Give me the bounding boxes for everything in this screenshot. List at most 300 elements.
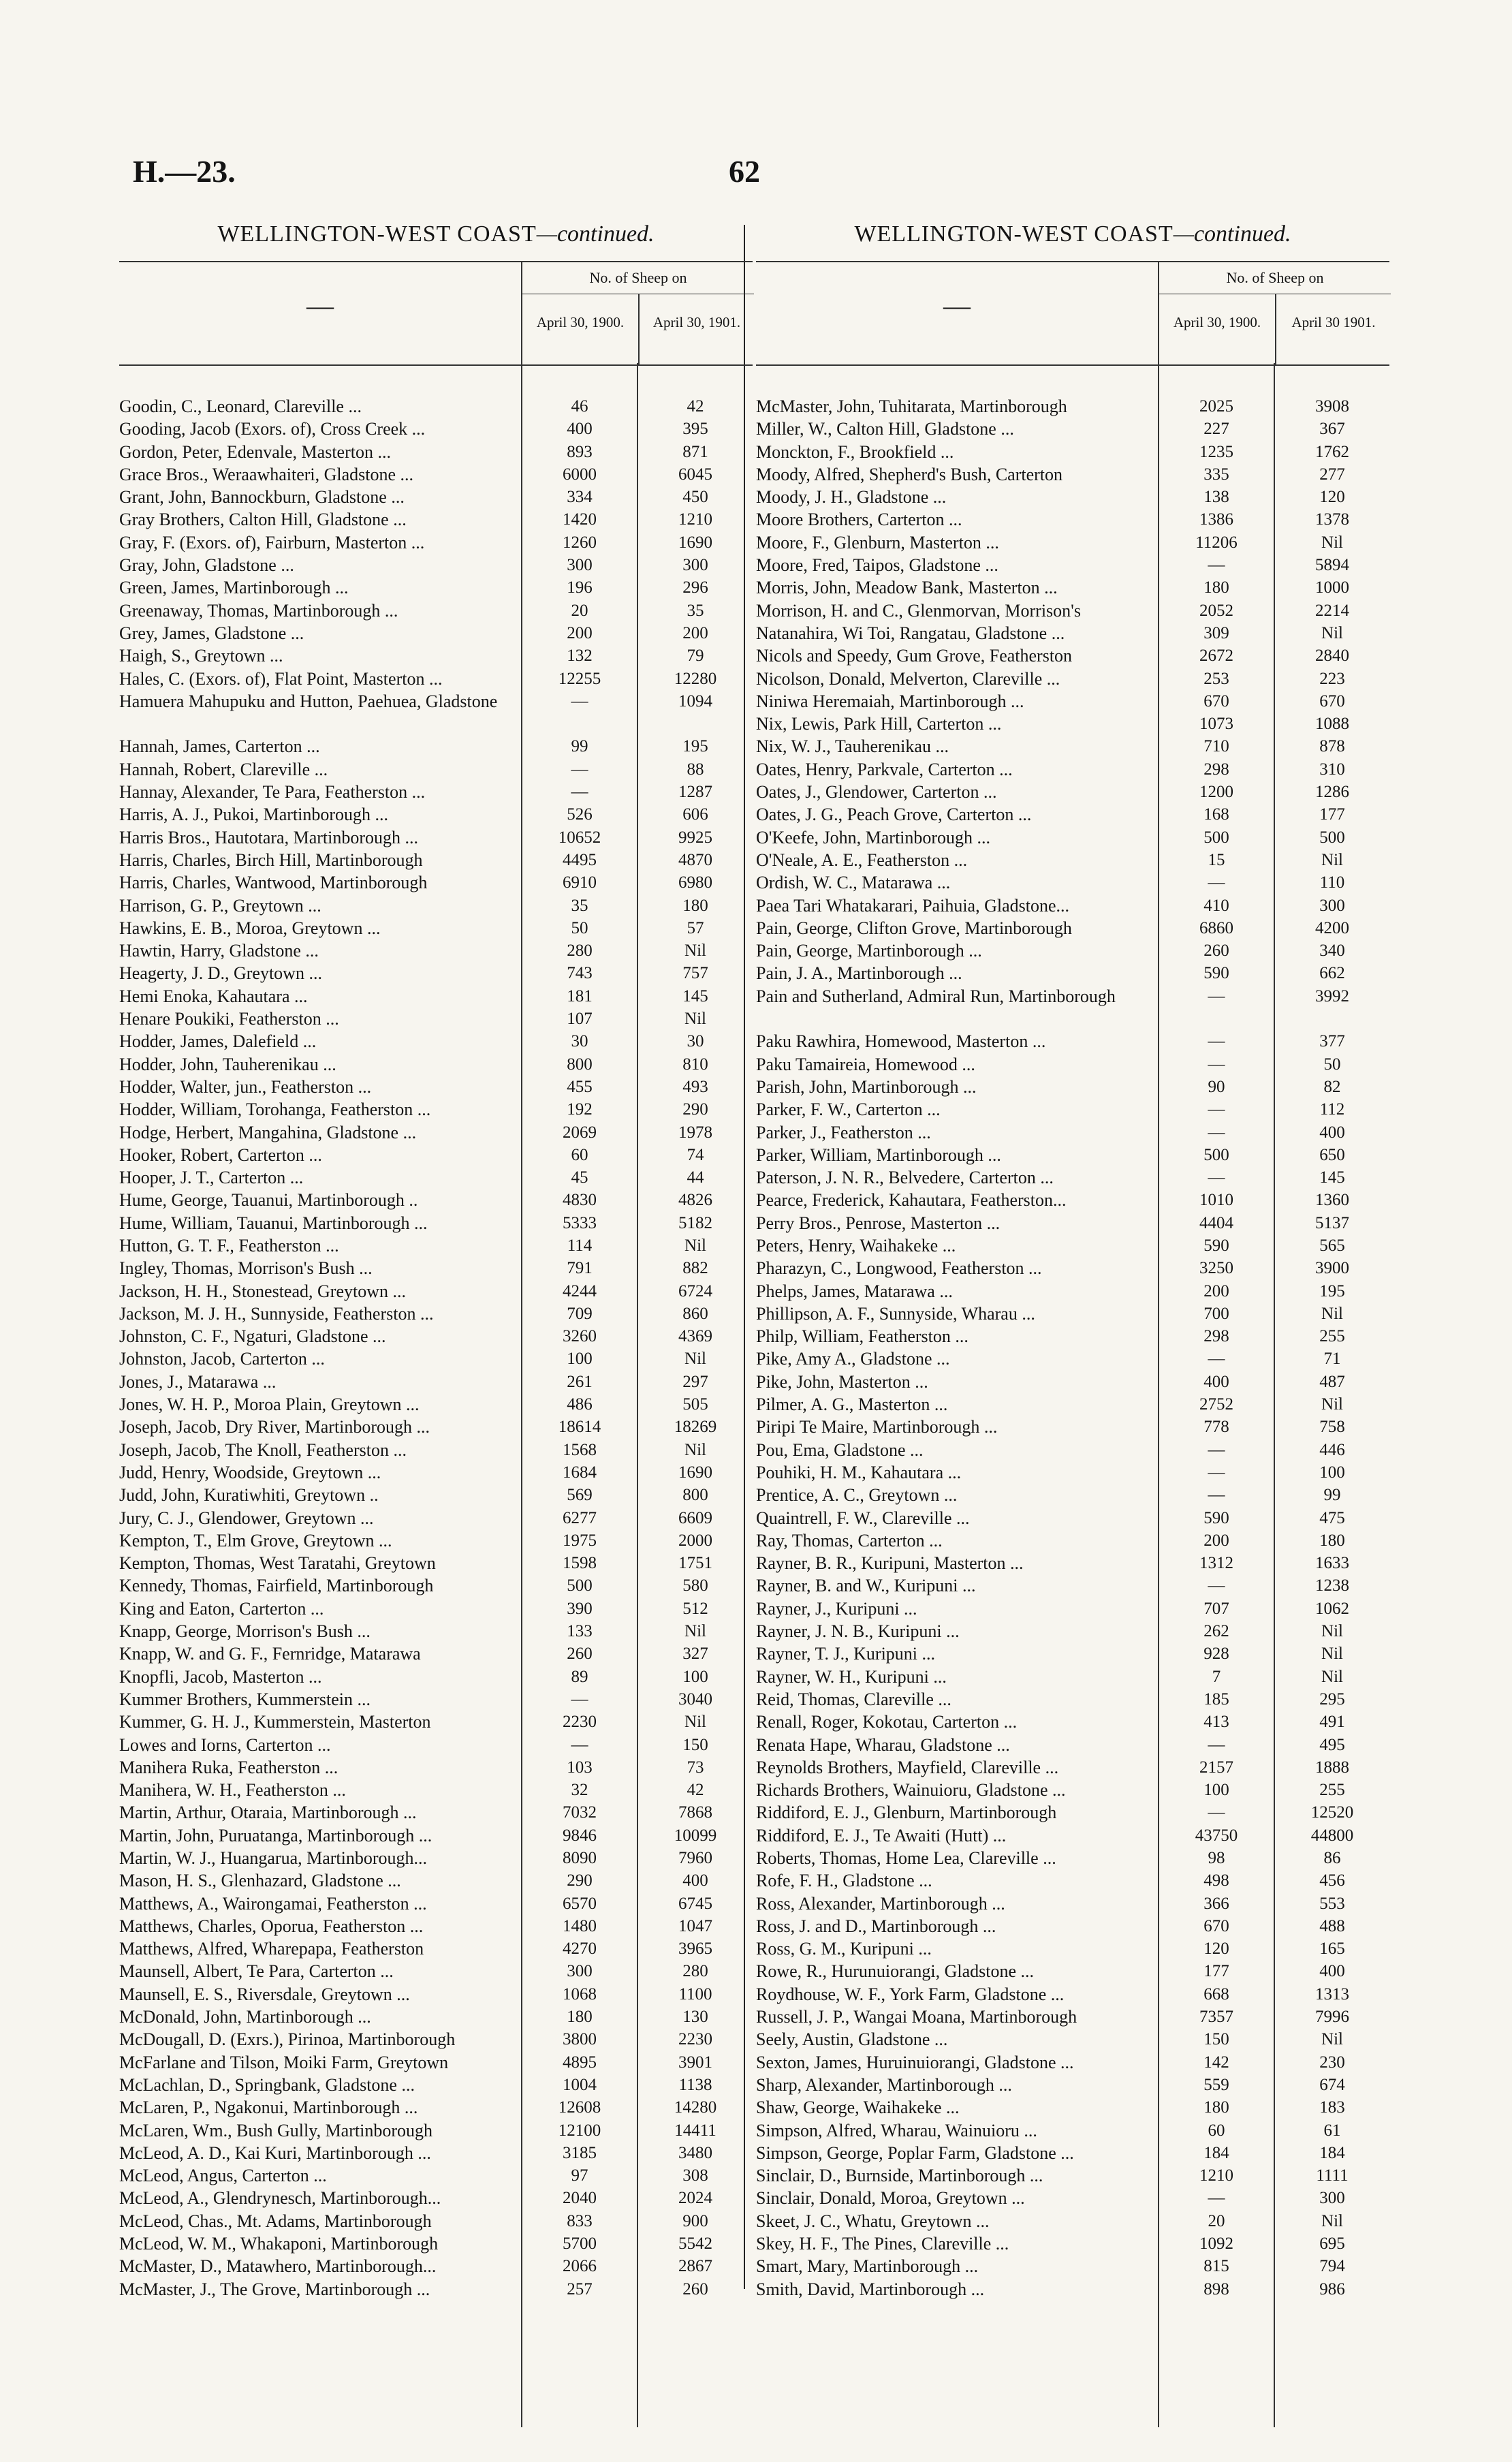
sheep-count-1900: 6570 [563, 1894, 597, 1913]
owner-name: Pou, Ema, Gladstone ... [756, 1439, 924, 1460]
sheep-count-1901: 1047 [678, 1916, 712, 1935]
sheep-count-1900: 45 [571, 1168, 588, 1187]
owner-name: Hutton, G. T. F., Featherston ... [119, 1235, 339, 1256]
sheep-count-1901: 296 [682, 578, 708, 597]
sheep-count-1901: 900 [682, 2211, 708, 2230]
sheep-count-1901: 1313 [1315, 1984, 1349, 2004]
owner-column-header: — [943, 290, 971, 321]
table-row [756, 2028, 1389, 2051]
sheep-count-1900: 4270 [563, 1939, 597, 1959]
table-row [119, 1915, 753, 1937]
sheep-count-1901: Nil [1321, 850, 1343, 869]
sheep-count-1900: 196 [567, 578, 593, 597]
table-row [119, 939, 753, 962]
table-row [756, 1439, 1389, 1461]
table-row [756, 508, 1389, 531]
sheep-count-1900: 11206 [1195, 533, 1238, 552]
table-row [119, 1076, 753, 1098]
sheep-count-1901: 180 [682, 896, 708, 915]
owner-name: Rofe, F. H., Gladstone ... [756, 1871, 932, 1891]
left-column [119, 221, 753, 2299]
table-row [119, 1189, 753, 1211]
table-row [756, 826, 1389, 849]
table-row [119, 1983, 753, 2006]
owner-name: Harris, A. J., Pukoi, Martinborough ... [119, 805, 389, 825]
year-1901-header: April 30, 1901. [638, 294, 754, 364]
sheep-count-1901: 757 [682, 964, 708, 983]
table-row [119, 1801, 753, 1824]
table-row [756, 1598, 1389, 1620]
sheep-count-1901: 4870 [678, 850, 712, 869]
table-row [119, 758, 753, 781]
year-1900-header: April 30, 1900. [1173, 314, 1261, 330]
sheep-count-1901: 4826 [678, 1191, 712, 1210]
sheep-count-1901: 280 [682, 1962, 708, 1981]
sheep-count-1901: Nil [1321, 2211, 1343, 2230]
table-row [119, 2255, 753, 2277]
owner-name: Miller, W., Calton Hill, Gladstone ... [756, 419, 1014, 439]
sheep-count-1900: 89 [571, 1667, 588, 1686]
owner-name: Gray Brothers, Calton Hill, Gladstone ... [119, 510, 407, 530]
table-row [119, 871, 753, 894]
sheep-count-1901: 1088 [1315, 715, 1349, 734]
owner-name: Riddiford, E. J., Glenburn, Martinborough [756, 1803, 1057, 1823]
sheep-count-1900: — [1208, 1486, 1225, 1505]
owner-name: Jackson, M. J. H., Sunnyside, Featherston ... [119, 1303, 434, 1324]
table-row [119, 1212, 753, 1234]
sheep-count-1900: 168 [1203, 805, 1229, 824]
owner-name: McLaren, Wm., Bush Gully, Martinborough [119, 2120, 432, 2140]
sheep-count-1901: 1287 [678, 783, 712, 802]
sheep-count-1900: 3250 [1199, 1259, 1233, 1278]
owner-name: Rowe, R., Hurunuiorangi, Gladstone ... [756, 1961, 1035, 1982]
sheep-count-1900: 114 [567, 1236, 593, 1255]
table-row [756, 758, 1389, 781]
owner-name: Knapp, W. and G. F., Fernridge, Matarawa [119, 1644, 421, 1664]
table-row [756, 1076, 1389, 1098]
sheep-count-1901: 6745 [678, 1894, 712, 1913]
table-row [119, 1620, 753, 1642]
sheep-count-1901: 14280 [674, 2098, 717, 2117]
sheep-count-1900: 200 [1203, 1531, 1229, 1550]
sheep-count-1900: — [571, 760, 588, 779]
report-reference: H.—23. [133, 154, 236, 189]
sheep-count-1901: 1111 [1316, 2166, 1349, 2185]
sheep-count-1900: 1073 [1199, 715, 1233, 734]
owner-name: Martin, Arthur, Otaraia, Martinborough ... [119, 1803, 417, 1823]
table-row [119, 2096, 753, 2119]
owner-name: McDonald, John, Martinborough ... [119, 2007, 371, 2027]
table-row [119, 2142, 753, 2164]
sheep-count-1901: Nil [1321, 1667, 1343, 1686]
sheep-count-1901: 9925 [678, 828, 712, 847]
owner-name: Paku Rawhira, Homewood, Masterton ... [756, 1031, 1046, 1052]
sheep-count-1900: 500 [567, 1576, 593, 1595]
owner-name: Hodder, William, Torohanga, Featherston ... [119, 1100, 431, 1120]
sheep-count-1900: 227 [1203, 420, 1229, 439]
table-row [119, 1257, 753, 1279]
table-row [119, 1666, 753, 1688]
sheep-count-1900: — [1208, 1463, 1225, 1482]
table-row [756, 2232, 1389, 2255]
table-row [756, 2187, 1389, 2209]
page-number: 62 [729, 154, 760, 189]
owner-name: Roberts, Thomas, Home Lea, Clareville ... [756, 1848, 1056, 1868]
owner-name: Kempton, T., Elm Grove, Greytown ... [119, 1530, 392, 1551]
sheep-count-1900: 4495 [563, 850, 597, 869]
owner-name: Ross, G. M., Kuripuni ... [756, 1939, 932, 1959]
table-row [119, 735, 753, 758]
owner-name: Jackson, H. H., Stonestead, Greytown ... [119, 1281, 406, 1301]
sheep-count-1901: 18269 [674, 1418, 717, 1437]
sheep-count-1901: 82 [1323, 1077, 1341, 1096]
sheep-count-1900: 181 [567, 986, 593, 1006]
table-row [756, 554, 1389, 576]
owner-name: Moody, J. H., Gladstone ... [756, 487, 947, 508]
owner-name: Haigh, S., Greytown ... [119, 646, 283, 666]
table-row [119, 441, 753, 463]
sheep-count-1901: 3901 [678, 2053, 712, 2072]
table-row [756, 1711, 1389, 1733]
owner-name: Quaintrell, F. W., Clareville ... [756, 1508, 970, 1528]
owner-name: Moore, F., Glenburn, Masterton ... [756, 532, 999, 552]
table-row [119, 599, 753, 622]
section-title [119, 221, 753, 261]
owner-name: Reynolds Brothers, Mayfield, Clareville ... [756, 1757, 1059, 1777]
table-row [756, 1030, 1389, 1053]
table-row [756, 576, 1389, 599]
owner-name: Matthews, Alfred, Wharepapa, Featherston [119, 1939, 424, 1959]
sheep-count-1900: 2157 [1199, 1758, 1233, 1777]
table-row [119, 1688, 753, 1711]
sheep-count-1900: 200 [567, 623, 593, 642]
sheep-count-1900: 3185 [563, 2143, 597, 2162]
sheep-count-1901: 44800 [1310, 1826, 1354, 1845]
owner-name: Rayner, B. and W., Kuripuni ... [756, 1576, 976, 1596]
sheep-count-1900: 12255 [558, 669, 601, 688]
owner-name: Gray, John, Gladstone ... [119, 555, 294, 576]
owner-name: Nix, Lewis, Park Hill, Carterton ... [756, 714, 1002, 734]
sheep-count-1901: 400 [1319, 1123, 1345, 1142]
table-row [756, 985, 1389, 1031]
owner-name: Manihera Ruka, Featherston ... [119, 1757, 338, 1777]
owner-name: Natanahira, Wi Toi, Rangatau, Gladstone ... [756, 623, 1065, 643]
sheep-count-1901: 99 [1323, 1486, 1341, 1505]
sheep-count-1900: 3800 [563, 2030, 597, 2049]
section-title-text: WELLINGTON-WEST COAST [854, 221, 1174, 247]
table-row [119, 622, 753, 644]
sheep-count-1900: 180 [567, 2008, 593, 2027]
table-row [119, 2028, 753, 2051]
sheep-count-1900: 120 [1203, 1939, 1229, 1959]
sheep-count-1900: 1068 [563, 1984, 597, 2004]
table-row [119, 985, 753, 1008]
sheep-count-1901: 5137 [1315, 1213, 1349, 1232]
table-row [756, 1121, 1389, 1144]
sheep-count-1901: 2867 [678, 2257, 712, 2276]
table-row [119, 2164, 753, 2187]
table-row [756, 1416, 1389, 1438]
sheep-count-1901: 50 [1323, 1055, 1341, 1074]
sheep-count-1900: 7032 [563, 1803, 597, 1822]
sheep-count-1900: 590 [1203, 1508, 1229, 1527]
sheep-count-1900: 2052 [1199, 601, 1233, 620]
owner-name: Richards Brothers, Wainuioru, Gladstone ... [756, 1780, 1066, 1801]
table-row [119, 1234, 753, 1257]
owner-name: Pike, John, Masterton ... [756, 1371, 928, 1392]
sheep-count-1901: 860 [682, 1304, 708, 1323]
owner-name: Renata Hape, Wharau, Gladstone ... [756, 1734, 1010, 1755]
table-row [119, 1144, 753, 1166]
sheep-count-1900: 18614 [558, 1418, 601, 1437]
owner-name: McDougall, D. (Exrs.), Pirinoa, Martinborough [119, 2029, 456, 2050]
sheep-count-1901: 74 [687, 1145, 704, 1164]
sheep-count-1900: 1568 [563, 1440, 597, 1459]
owner-name: Sharp, Alexander, Martinborough ... [756, 2074, 1012, 2095]
owner-name: Hawkins, E. B., Moroa, Greytown ... [119, 918, 381, 938]
owner-name: Johnston, Jacob, Carterton ... [119, 1349, 325, 1369]
sheep-count-1900: 253 [1203, 669, 1229, 688]
sheep-count-1901: 1210 [678, 510, 712, 529]
sheep-count-1901: 44 [687, 1168, 704, 1187]
sheep-count-1901: 606 [682, 805, 708, 824]
owner-name: Phelps, James, Matarawa ... [756, 1281, 953, 1301]
sheep-count-1900: 791 [567, 1259, 593, 1278]
sheep-count-1900: 262 [1203, 1622, 1229, 1641]
table-row [756, 1801, 1389, 1824]
table-row [119, 917, 753, 939]
owner-name: Skey, H. F., The Pines, Clareville ... [756, 2234, 1009, 2254]
sheep-count-1900: 5700 [563, 2234, 597, 2254]
sheep-count-1901: 3965 [678, 1939, 712, 1959]
sheep-count-1900: — [1208, 1123, 1225, 1142]
table-row [119, 2051, 753, 2074]
sheep-count-1900: 98 [1208, 1849, 1225, 1867]
sheep-count-1901: 10099 [674, 1826, 717, 1845]
owner-name: Matthews, A., Wairongamai, Featherston ... [119, 1893, 427, 1914]
sheep-count-1900: 200 [1203, 1281, 1229, 1300]
sheep-count-1900: 300 [567, 556, 593, 575]
sheep-count-1900: 400 [1203, 1372, 1229, 1391]
sheep-count-1901: 878 [1319, 737, 1345, 756]
table-row [119, 1552, 753, 1574]
sheep-count-1901: 1690 [678, 1463, 712, 1482]
sheep-count-1900: — [1208, 873, 1225, 892]
owner-name: Martin, John, Puruatanga, Martinborough ... [119, 1825, 432, 1845]
owner-name: Smith, David, Martinborough ... [756, 2279, 985, 2299]
table-row [119, 1734, 753, 1756]
sheep-count-1901: 195 [1319, 1281, 1345, 1300]
sheep-count-1900: 707 [1203, 1599, 1229, 1618]
owner-name: Jones, J., Matarawa ... [119, 1371, 277, 1392]
sheep-count-1900: — [1208, 1803, 1225, 1822]
table-row [119, 1574, 753, 1597]
sheep-count-1901: 6045 [678, 465, 712, 484]
sheep-count-1901: 794 [1319, 2257, 1345, 2276]
sheep-count-1901: Nil [684, 1350, 706, 1369]
table-row [119, 1484, 753, 1506]
year-1900-header: April 30, 1900. [536, 314, 625, 330]
sheep-count-1900: 32 [571, 1781, 588, 1800]
sheep-count-1901: 5542 [678, 2234, 712, 2254]
sheep-count-1900: — [1208, 1032, 1225, 1051]
sheep-count-1900: — [1208, 1100, 1225, 1119]
sheep-count-1900: 6277 [563, 1508, 597, 1527]
owner-name: Grace Bros., Weraawhaiteri, Gladstone ... [119, 464, 414, 484]
sheep-count-1901: 695 [1319, 2234, 1345, 2254]
sheep-count-1901: 200 [682, 623, 708, 642]
sheep-count-1900: 2025 [1199, 397, 1233, 416]
sheep-count-1901: 110 [1319, 873, 1345, 892]
section-title-text: WELLINGTON-WEST COAST [217, 221, 537, 247]
sheep-count-1901: 2230 [678, 2030, 712, 2049]
owner-name: Ross, J. and D., Martinborough ... [756, 1916, 996, 1936]
sheep-count-1900: 1210 [1199, 2166, 1233, 2185]
owner-name: Peters, Henry, Waihakeke ... [756, 1235, 956, 1256]
table-row [756, 962, 1389, 984]
table-row [756, 1869, 1389, 1892]
sheep-count-1901: 2024 [678, 2189, 712, 2208]
sheep-count-1901: 12520 [1310, 1803, 1354, 1822]
sheep-count-1901: 145 [682, 986, 708, 1006]
table-row [756, 668, 1389, 690]
table-row [756, 1756, 1389, 1779]
table-row [119, 1892, 753, 1915]
sheep-header-label: No. of Sheep on [522, 262, 754, 294]
sheep-count-1901: 1286 [1315, 783, 1349, 802]
sheep-count-1901: 395 [682, 420, 708, 439]
sheep-count-1901: 79 [687, 646, 704, 666]
table-row [119, 576, 753, 599]
owner-name: Kummer, G. H. J., Kummerstein, Masterton [119, 1712, 431, 1732]
owner-name: Harrison, G. P., Greytown ... [119, 895, 321, 916]
owner-name: Parker, F. W., Carterton ... [756, 1100, 941, 1120]
table-row [756, 1620, 1389, 1642]
sheep-count-1901: 120 [1319, 488, 1345, 507]
sheep-count-1900: 103 [567, 1758, 593, 1777]
table-row [756, 1053, 1389, 1076]
sheep-count-1900: 261 [567, 1372, 593, 1391]
table-row [756, 894, 1389, 917]
table-row [119, 644, 753, 667]
owner-name: Hooper, J. T., Carterton ... [119, 1168, 304, 1188]
section-title-suffix: —continued. [536, 221, 655, 247]
sheep-count-1900: 7357 [1199, 2008, 1233, 2027]
sheep-count-1900: 1092 [1199, 2234, 1233, 2254]
owner-name: Harris Bros., Hautotara, Martinborough ... [119, 827, 419, 847]
sheep-count-1901: 512 [682, 1599, 708, 1618]
table-row [119, 1325, 753, 1347]
sheep-count-1900: 569 [567, 1486, 593, 1505]
table-row [119, 1847, 753, 1869]
sheep-count-header [521, 262, 754, 364]
owner-name: Joseph, Jacob, Dry River, Martinborough ... [119, 1417, 430, 1437]
sheep-count-1900: 4830 [563, 1191, 597, 1210]
table-row [119, 1280, 753, 1303]
table-row [119, 2119, 753, 2142]
table-row [756, 939, 1389, 962]
sheep-count-1901: Nil [1321, 533, 1343, 552]
owner-name: Hales, C. (Exors. of), Flat Point, Masterton ... [119, 668, 443, 689]
sheep-count-1900: 2066 [563, 2257, 597, 2276]
table-row [119, 803, 753, 826]
sheep-count-1901: 177 [1319, 805, 1345, 824]
owner-name: Piripi Te Maire, Martinborough ... [756, 1417, 998, 1437]
owner-name: McMaster, D., Matawhero, Martinborough... [119, 2256, 437, 2277]
sheep-count-1901: 1100 [678, 1984, 712, 2004]
owner-name: Pharazyn, C., Longwood, Featherston ... [756, 1258, 1042, 1279]
sheep-count-1900: 20 [1208, 2211, 1225, 2230]
owner-name: Prentice, A. C., Greytown ... [756, 1485, 958, 1506]
table-row [756, 1915, 1389, 1937]
sheep-count-1900: 1684 [563, 1463, 597, 1482]
owner-name: Matthews, Charles, Oporua, Featherston ... [119, 1916, 424, 1936]
owner-name: Moore, Fred, Taipos, Gladstone ... [756, 555, 998, 576]
table-row [119, 1439, 753, 1461]
sheep-count-1901: 130 [682, 2008, 708, 2027]
sheep-count-1901: 7960 [678, 1849, 712, 1867]
owner-name: Pouhiki, H. M., Kahautara ... [756, 1462, 962, 1482]
sheep-count-1901: 450 [682, 488, 708, 507]
sheep-count-1900: 20 [571, 601, 588, 620]
section-title-suffix: —continued. [1173, 221, 1291, 247]
sheep-count-1901: 650 [1319, 1145, 1345, 1164]
owner-name: Ray, Thomas, Carterton ... [756, 1530, 943, 1551]
table-row [119, 849, 753, 871]
sheep-count-1900: 290 [567, 1871, 593, 1890]
table-row [119, 2278, 753, 2301]
sheep-count-1901: 7868 [678, 1803, 712, 1822]
sheep-count-1901: 871 [682, 442, 708, 461]
owner-name: Parker, J., Featherston ... [756, 1122, 931, 1142]
table-row [756, 1847, 1389, 1869]
sheep-count-1900: 150 [1203, 2030, 1229, 2049]
sheep-count-1901: 88 [687, 760, 704, 779]
sheep-count-1900: — [1208, 1576, 1225, 1595]
sheep-count-1901: 475 [1319, 1508, 1345, 1527]
table-row [756, 1280, 1389, 1303]
sheep-count-1900: 5333 [563, 1213, 597, 1232]
sheep-count-1901: 290 [682, 1100, 708, 1119]
owner-name: Kummer Brothers, Kummerstein ... [119, 1689, 371, 1709]
owner-name: Green, James, Martinborough ... [119, 578, 349, 598]
sheep-count-1900: 6000 [563, 465, 597, 484]
table-row [756, 1574, 1389, 1597]
sheep-count-1900: 35 [571, 896, 588, 915]
sheep-count-1900: 309 [1203, 623, 1229, 642]
table-row [119, 531, 753, 554]
owner-name: Hamuera Mahupuku and Hutton, Paehuea, Gladstone [119, 691, 498, 711]
sheep-count-1900: 4895 [563, 2053, 597, 2072]
table-row [119, 1393, 753, 1416]
sheep-count-1900: 455 [567, 1077, 593, 1096]
owner-name: McFarlane and Tilson, Moiki Farm, Greytown [119, 2052, 449, 2072]
sheep-count-1900: 6860 [1199, 918, 1233, 937]
table-row [756, 2074, 1389, 2096]
owner-name: Parker, William, Martinborough ... [756, 1144, 1001, 1165]
sheep-count-1900: 743 [567, 964, 593, 983]
table-row [756, 1234, 1389, 1257]
owner-name: Harris, Charles, Birch Hill, Martinborough [119, 850, 423, 870]
table-row [119, 1507, 753, 1529]
table-row [119, 1779, 753, 1801]
sheep-count-1900: 893 [567, 442, 593, 461]
table-row [756, 1666, 1389, 1688]
sheep-count-1900: 60 [1208, 2121, 1225, 2140]
owner-name: Hodder, John, Tauherenikau ... [119, 1054, 336, 1074]
sheep-count-1900: 1386 [1199, 510, 1233, 529]
sheep-count-1901: Nil [1321, 1645, 1343, 1664]
